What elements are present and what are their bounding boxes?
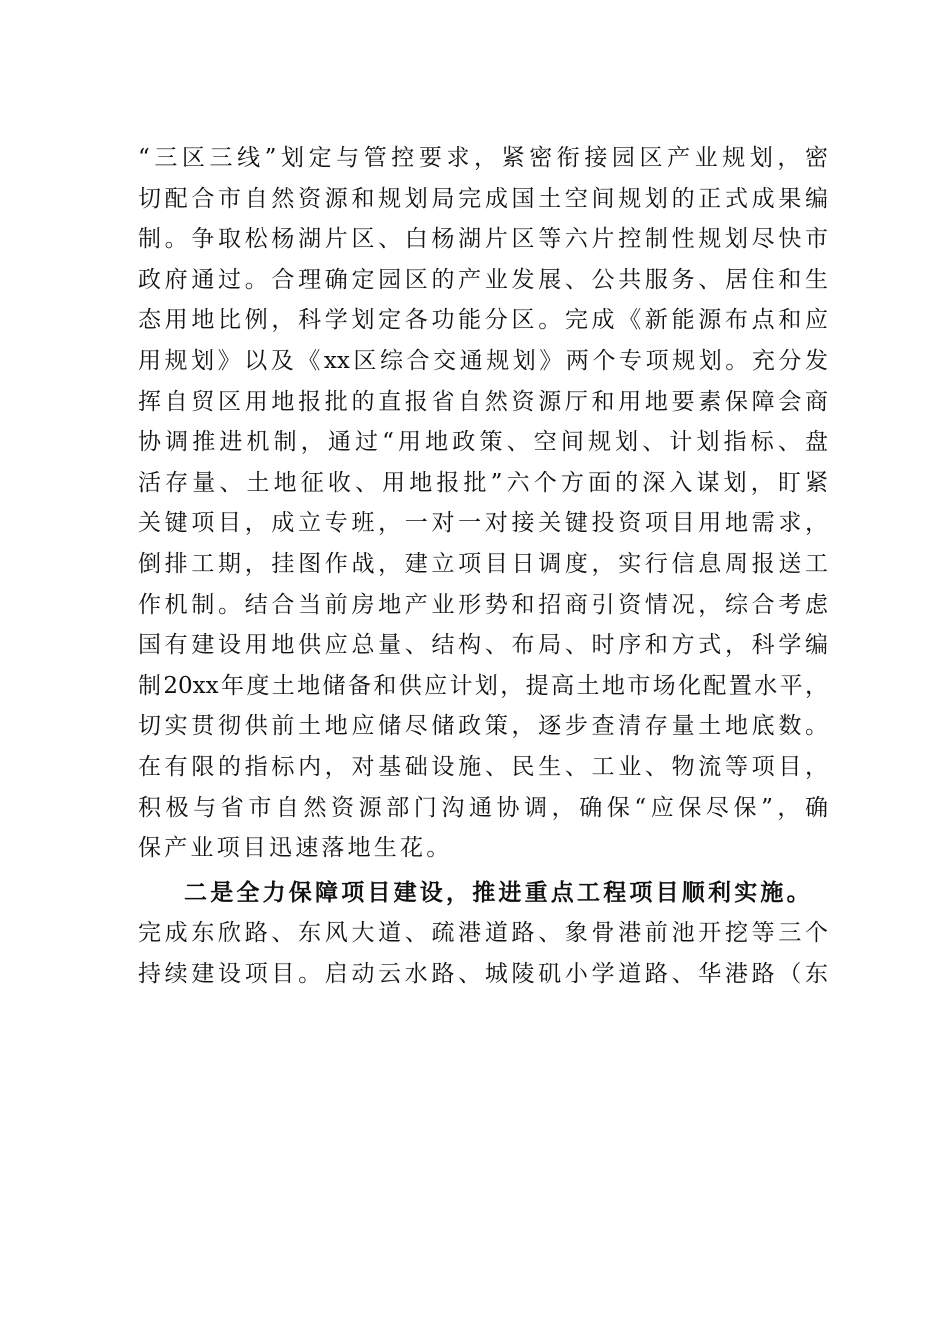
- text-line: 持续建设项目。启动云水路、城陵矶小学道路、华港路（东: [138, 960, 828, 987]
- text-line: 完成东欣路、东风大道、疏港道路、象骨港前池开挖等三个: [138, 920, 828, 947]
- text-line: 在有限的指标内，对基础设施、民生、工业、物流等项目，: [138, 753, 828, 780]
- text-line: “三区三线”划定与管控要求，紧密衔接园区产业规划，密: [138, 145, 828, 171]
- section-heading: 二是全力保障项目建设，推进重点工程项目顺利实施。: [184, 878, 813, 906]
- text-line: 作机制。结合当前房地产业形势和招商引资情况，综合考虑: [138, 591, 828, 618]
- paragraph-2: [138, 873, 828, 995]
- text-line: 倒排工期，挂图作战，建立项目日调度，实行信息周报送工: [138, 550, 828, 577]
- text-line: 切配合市自然资源和规划局完成国土空间规划的正式成果编: [138, 185, 828, 212]
- paragraph-1: [138, 138, 828, 869]
- text-line: 态用地比例，科学划定各功能分区。完成《新能源布点和应: [138, 307, 828, 334]
- document-body: [138, 138, 828, 994]
- text-line: 切实贯彻供前土地应储尽储政策，逐步查清存量土地底数。: [138, 713, 828, 740]
- text-line: 国有建设用地供应总量、结构、布局、时序和方式，科学编: [138, 632, 828, 659]
- text-line: 积极与省市自然资源部门沟通协调，确保“应保尽保”，确: [138, 794, 828, 821]
- text-line: 保产业项目迅速落地生花。: [138, 835, 453, 862]
- text-line: 政府通过。合理确定园区的产业发展、公共服务、居住和生: [138, 266, 828, 293]
- text-line: 挥自贸区用地报批的直报省自然资源厅和用地要素保障会商: [138, 388, 828, 415]
- text-line: 用规划》以及《xx区综合交通规划》两个专项规划。充分发: [138, 347, 828, 374]
- text-line: 制20xx年度土地储备和供应计划，提高土地市场化配置水平，: [138, 672, 828, 699]
- text-line: 制。争取松杨湖片区、白杨湖片区等六片控制性规划尽快市: [138, 226, 828, 253]
- text-line: 活存量、土地征收、用地报批”六个方面的深入谋划，盯紧: [138, 469, 828, 496]
- text-line: 协调推进机制，通过“用地政策、空间规划、计划指标、盘: [138, 429, 828, 456]
- text-line: 关键项目，成立专班，一对一对接关键投资项目用地需求，: [138, 510, 828, 537]
